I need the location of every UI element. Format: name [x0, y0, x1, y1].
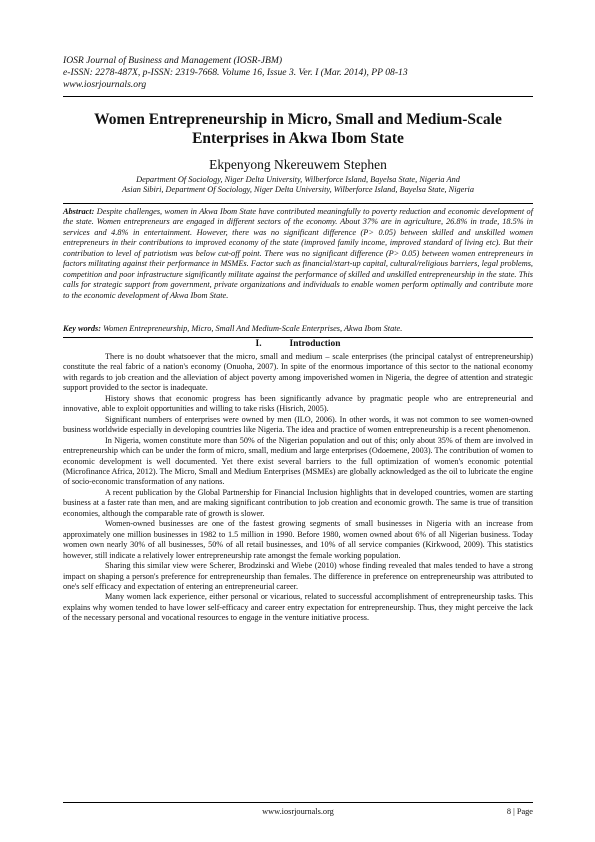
author-name: Ekpenyong Nkereuwem Stephen [209, 157, 387, 172]
keywords-text: Women Entrepreneurship, Micro, Small And Medium-Scale Enterprises, Akwa Ibom State. [103, 324, 403, 333]
paragraph: A recent publication by the Global Partnership for Financial Inclusion highlights that in developed countries, women are starting business at a faster rate than men, and are making significant contribution to job creation and economic growth. The same is true of transition economies, although the comparable rate of growth is slower. [63, 487, 533, 518]
paragraph: In Nigeria, women constitute more than 50% of the Nigerian population and out of this; only about 35% of them are involved in entrepreneurship which can be under the form of micro, small, medium and large enterprises (Odoemene, 2003). The contribution of women to economic development is well documented. Yet there exist several barriers to the full optimization of women's economic potential (Microfinance Africa, 2012). The Micro, Small and Medium Enterprises (MSMEs) are globally acknowledged as the oil to lubricate the engine of socio-economic transformation of any nations. [63, 435, 533, 487]
section-number: I. [255, 339, 262, 349]
section-title: Introduction [289, 339, 341, 349]
abstract-text: Despite challenges, women in Akwa Ibom State have contributed meaningfully to poverty reduction and economic development of the state. Women entrepreneurs are engaged in different sectors of the economy. About 37% are in agriculture, 26.8% in trade, 18.5% in services and 4.8% in entertainment. However, there was no significant difference (P> 0.05) between skilled and unskilled women entrepreneurs in their contributions to improved economy of the state (improved family income, improved standard of living etc). But their contribution to level of patriotism was below cut-off point. There was no significant difference (P> 0.05) between women entrepreneurs in factors militating against their performance in MSMEs. Factor such as financial/start-up capital, cultural/religious barriers, legal problems, competition and poor infrastructure significantly militate against the performance of skilled and unskilled entrepreneurship in the state. This calls for strategic support from government, private organizations and individuals to enable women perform optimally and contribute more to the economic development of Akwa Ibom State. [63, 207, 534, 300]
author-affiliation [63, 175, 533, 196]
keywords-label: Key words: [63, 324, 102, 333]
abstract-label: Abstract: [63, 207, 95, 216]
journal-website[interactable]: www.iosrjournals.org [63, 79, 147, 90]
paragraph: Sharing this similar view were Scherer, Brodzinski and Wiebe (2010) whose finding revealed that males tended to have a strong impact on shaping a person's preference for entrepreneurship than females. The difference in preference on entrepreneurship was attributed to one's self efficacy and expectation of entering an entrepreneurial career. [63, 561, 533, 591]
abstract-divider-bottom [63, 337, 533, 338]
journal-issn: e-ISSN: 2278-487X, p-ISSN: 2319-7668. Volume 16, Issue 3. Ver. I (Mar. 2014), PP 08-13 [63, 67, 408, 78]
footer-divider [63, 802, 533, 803]
affiliation-line-2: Asian Sibiri, Department Of Sociology, Niger Delta University, Wilberforce Island, Bayelsa State, Nigeria [121, 185, 475, 195]
paragraph: Women-owned businesses are one of the fastest growing segments of small businesses in Nigeria with an increase from approximately one million businesses in 1982 to 1.5 million in 1990. Before 1980, women owned about 6% of all Nigerian business. Today women own nearly 30% of all businesses, 50% of all retail businesses, and 10% of all service companies (Kirkwood, 2009). This statistics however, still indicate a relatively lower entrepreneurship rate amongst the female working population. [63, 519, 533, 560]
affiliation-line-1: Department Of Sociology, Niger Delta University, Wilberforce Island, Bayelsa State, Nigeria And [136, 175, 460, 184]
abstract-divider-top [63, 203, 533, 204]
paragraph: History shows that economic progress has been significantly advance by pragmatic people who are entrepreneurial and innovative, able to exploit opportunities and willing to take risks (Hisrich, 2005). [63, 393, 533, 414]
paragraph: Significant numbers of enterprises were owned by men (ILO, 2006). In other words, it was not common to see women-owned business worldwide especially in developing countries like Nigeria. The idea and practice of women entrepreneurship is a recent phenomenon. [63, 414, 533, 435]
journal-header [63, 55, 533, 91]
page-number: 8 | Page [506, 807, 533, 816]
body-text [63, 352, 533, 624]
footer-website[interactable]: www.iosrjournals.org [262, 807, 334, 816]
paragraph: Many women lack experience, either personal or vicarious, related to successful accomplishment of entrepreneurship tasks. This explains why women tended to have lower self-efficacy and career entry expectation for entrepreneurship. Thus, they might perceive the lack of the necessary personal and vocational resources to engage in the venture initiative process. [63, 592, 533, 623]
section-heading [63, 339, 533, 350]
header-divider [63, 96, 533, 97]
paragraph: There is no doubt whatsoever that the micro, small and medium – scale enterprises (the principal catalyst of entrepreneurship) constitute the real fabric of a nation's economy (Onuoha, 2007). In spite of the enormous importance of this sector to the national economy with regards to job creation and the alleviation of abject poverty among impoverished women in Nigeria, the degree of attention and strategic support provided to the sector is inadequate. [63, 352, 533, 393]
abstract [63, 207, 533, 301]
paper-title: Women Entrepreneurship in Micro, Small and Medium-Scale Enterprises in Akwa Ibom State [94, 111, 502, 147]
journal-name: IOSR Journal of Business and Management (IOSR-JBM) [63, 55, 283, 66]
keywords [63, 324, 533, 334]
